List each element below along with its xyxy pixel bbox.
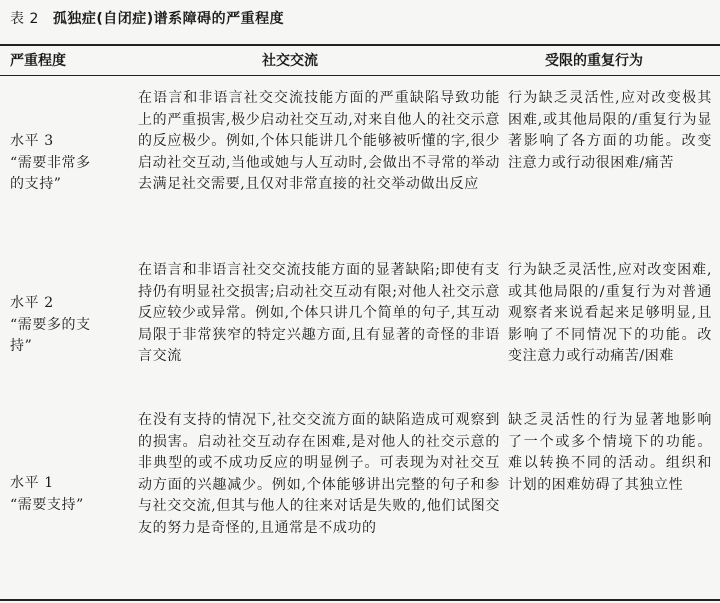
level-label: “需要支持” [10, 496, 84, 513]
repetitive-cell-level2: 行为缺乏灵活性,应对改变困难,或其他局限的/重复行为对普通观察者来说看起来足够明显,且影响了不同情况下的功能。改变注意力或行动痛苦/困难 [508, 262, 712, 364]
header-social-communication: 社交交流 [262, 53, 318, 69]
table-title: 孤独症(自闭症)谱系障碍的严重程度 [52, 11, 285, 27]
table-top-rule [0, 44, 720, 46]
repetitive-cell-level1: 缺乏灵活性的行为显著地影响了一个或多个情境下的功能。难以转换不同的活动。组织和计划的困难妨碍了其独立性 [508, 412, 712, 493]
level-name: 水平 2 [10, 295, 54, 311]
level-label: “需要非常多 [10, 154, 91, 171]
severity-cell-level1 [10, 473, 128, 516]
severity-cell-level2 [10, 293, 128, 358]
level-name: 水平 3 [10, 133, 54, 149]
table-number: 表 2 [10, 11, 39, 27]
table-caption [10, 8, 284, 28]
social-cell-level1: 在没有支持的情况下,社交交流方面的缺陷造成可观察到的损害。启动社交互动存在困难,是对他人的社交示意的非典型的或不成功反应的明显例子。可表现为对社交互动方面的兴趣减少。例如,个体能够讲出完整的句子和参与社交交流,但其与他人的往来对话是失败的,他们试图交友的努力是奇怪的,且通常是不成功的 [138, 412, 500, 536]
severity-cell-level3 [10, 131, 128, 196]
level-label: 的支持” [10, 176, 62, 192]
header-restricted-repetitive: 受限的重复行为 [545, 53, 643, 69]
table-header-rule [0, 75, 720, 76]
header-severity: 严重程度 [10, 53, 66, 69]
level-name: 水平 1 [10, 475, 54, 491]
repetitive-cell-level3: 行为缺乏灵活性,应对改变极其困难,或其他局限的/重复行为显著影响了各方面的功能。改变注意力或行动很困难/痛苦 [508, 90, 712, 171]
level-label: “需要多的支 [10, 316, 91, 333]
social-cell-level2: 在语言和非语言社交交流技能方面的显著缺陷;即使有支持仍有明显社交损害;启动社交互动有限;对他人社交示意反应较少或异常。例如,个体只讲几个简单的句子,其互动局限于非常狭窄的特定兴趣方面,且有显著的奇怪的非语言交流 [138, 262, 500, 364]
social-cell-level3: 在语言和非语言社交交流技能方面的严重缺陷导致功能上的严重损害,极少启动社交互动,对来自他人的社交示意的反应极少。例如,个体只能讲几个能够被听懂的字,很少启动社交互动,当他或她与人互动时,会做出不寻常的举动去满足社交需要,且仅对非常直接的社交举动做出反应 [138, 90, 500, 192]
table-bottom-rule [0, 599, 720, 601]
level-label: 持” [10, 338, 33, 354]
